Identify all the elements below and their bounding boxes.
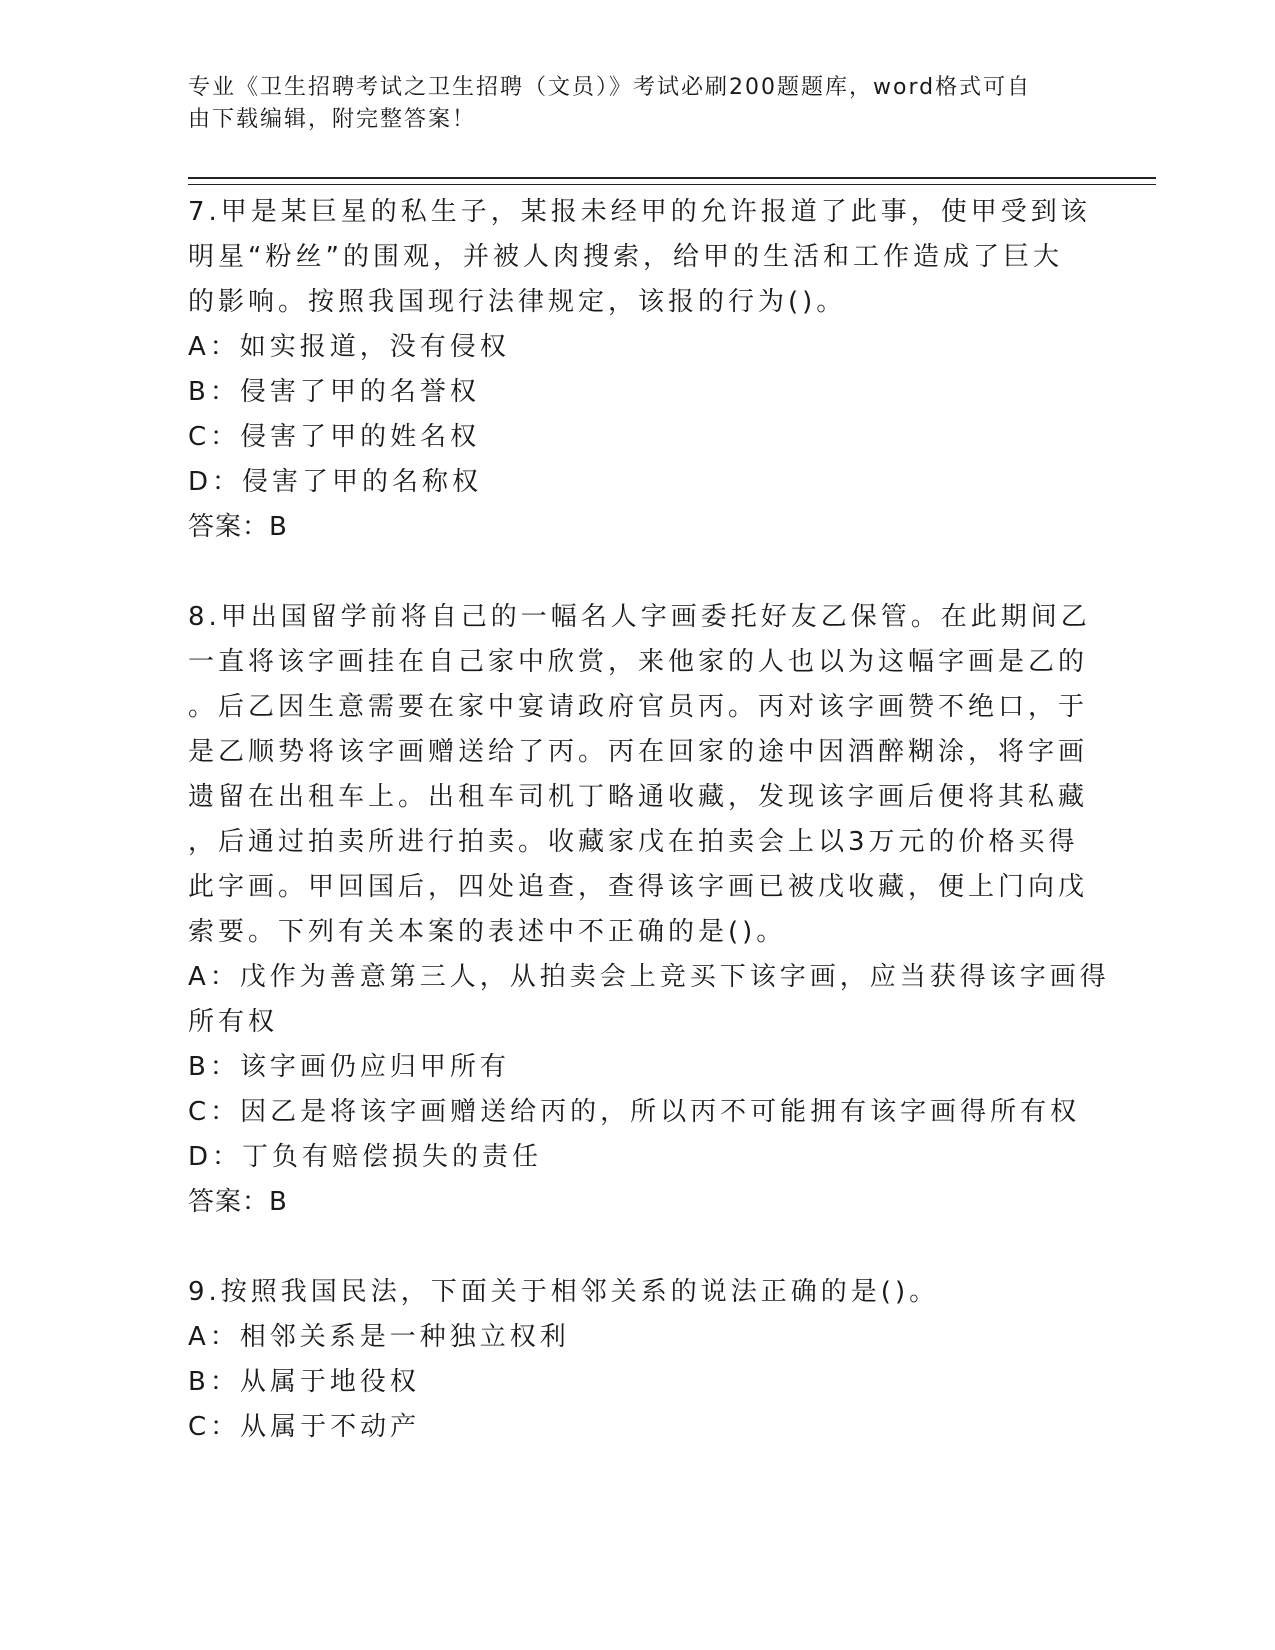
- header-divider-thick: [188, 177, 1156, 179]
- header-line: 专业《卫生招聘考试之卫生招聘（文员）》考试必刷200题题库，word格式可自: [188, 75, 1032, 100]
- option-b: B：侵害了甲的名誉权: [188, 377, 480, 407]
- option-d: D：丁负有赔偿损失的责任: [188, 1142, 543, 1172]
- question-stem-line: 7.甲是某巨星的私生子，某报未经甲的允许报道了此事，使甲受到该: [188, 197, 1091, 227]
- question-stem-line: 是乙顺势将该字画赠送给了丙。丙在回家的途中因酒醉糊涂，将字画: [188, 737, 1089, 767]
- answer-line: 答案：B: [188, 512, 288, 542]
- question-9: [188, 1270, 1088, 1450]
- option-a: A：戊作为善意第三人，从拍卖会上竞买下该字画，应当获得该字画得: [188, 962, 1110, 992]
- option-a-continued: 所有权: [188, 1007, 279, 1037]
- question-stem-line: 。后乙因生意需要在家中宴请政府官员丙。丙对该字画赞不绝口，于: [188, 692, 1089, 722]
- question-7: [188, 190, 1091, 550]
- question-stem-line: 此字画。甲回国后，四处追查，查得该字画已被戊收藏，便上门向戊: [188, 872, 1089, 902]
- document-header: [188, 72, 1068, 136]
- header-divider-thin: [188, 184, 1156, 185]
- header-line: 由下载编辑，附完整答案！: [188, 107, 477, 132]
- option-b: B：从属于地役权: [188, 1367, 420, 1397]
- question-8: [188, 595, 1110, 1225]
- spacer: [188, 1225, 1088, 1270]
- option-c: C：从属于不动产: [188, 1412, 421, 1442]
- option-b: B：该字画仍应归甲所有: [188, 1052, 510, 1082]
- question-list: [188, 190, 1110, 1450]
- option-a: A：相邻关系是一种独立权利: [188, 1322, 570, 1352]
- question-stem-line: 索要。下列有关本案的表述中不正确的是()。: [188, 917, 787, 947]
- option-c: C：因乙是将该字画赠送给丙的，所以丙不可能拥有该字画得所有权: [188, 1097, 1081, 1127]
- spacer: [188, 550, 1088, 595]
- question-stem-line: ，后通过拍卖所进行拍卖。收藏家戊在拍卖会上以3万元的价格买得: [188, 827, 1079, 857]
- question-stem-line: 明星“粉丝”的围观，并被人肉搜索，给甲的生活和工作造成了巨大: [188, 242, 1063, 272]
- option-a: A：如实报道，没有侵权: [188, 332, 510, 362]
- question-stem-line: 一直将该字画挂在自己家中欣赏，来他家的人也以为这幅字画是乙的: [188, 647, 1089, 677]
- question-stem-line: 遗留在出租车上。出租车司机丁略通收藏，发现该字画后便将其私藏: [188, 782, 1089, 812]
- option-c: C：侵害了甲的姓名权: [188, 422, 481, 452]
- option-d: D：侵害了甲的名称权: [188, 467, 483, 497]
- question-stem-line: 的影响。按照我国现行法律规定，该报的行为()。: [188, 287, 847, 317]
- question-stem-line: 9.按照我国民法，下面关于相邻关系的说法正确的是()。: [188, 1277, 940, 1307]
- answer-line: 答案：B: [188, 1187, 288, 1217]
- question-stem-line: 8.甲出国留学前将自己的一幅名人字画委托好友乙保管。在此期间乙: [188, 602, 1091, 632]
